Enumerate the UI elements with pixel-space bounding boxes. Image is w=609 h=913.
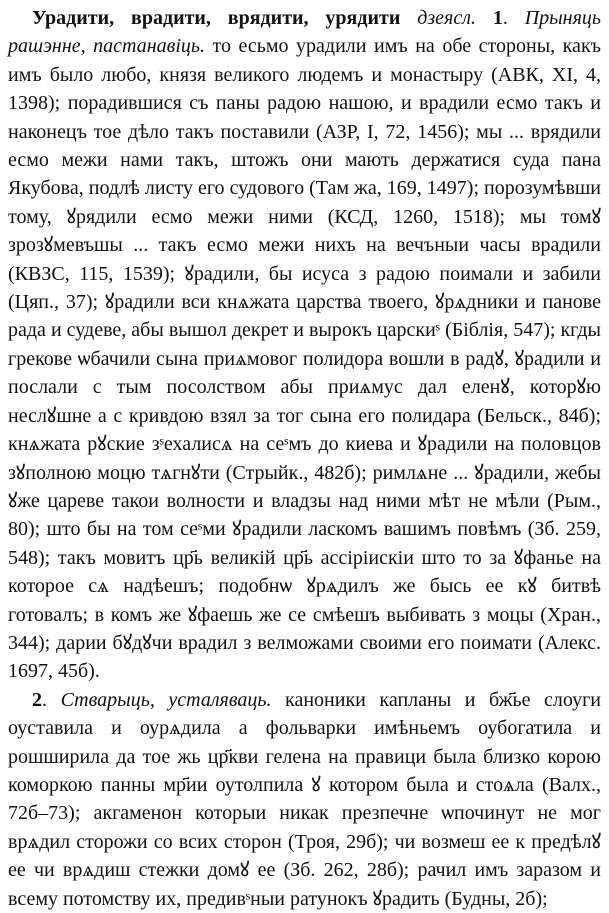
sense-number: 1 (475, 7, 503, 29)
sense-gloss: Прыняць рашэнне, пастанавіць. (8, 7, 601, 58)
sense-citations: то есьмо урадили имъ на обе стороны, какъ имъ было любо, князя великого людемъ и монастыру (АВК, XI, 4, 1398); порадившися съ паны радою нашою, и врадили есмо такъ и наконецъ тое дѣло такъ поставили (АЗР, I, 72, 1456); мы ... врядили есмо межи нами такъ, штожъ они мають держатися суда пана Якубова, подлѣ листу его судового (Там жа, 169, 1497); порозумѣвши тому, ꙋрядили есмо межи ними (КСД, 1260, 1518); мы томꙋ зрозꙋмевъшы ... такъ есмо межи нихъ на вечъныи часы врадили (КВЗС, 115, 1539); ꙋрадили, бы исуса з радою поимали и забили (Цяп., 37); ꙋрадили вси кнѧжата царства твоего, ꙋрѧдники и панове рада и судеве, абы вышол декрет и вырокъ царскиˢ (Біблія, 547); кгды грекове ѡбачили сына приѧмовог полидора вошли в радꙋ, ꙋрадили и послали с тым посолством абы приѧмус дал еленꙋ, которꙋю неслꙋшне а с кривдою взял за тог сына его полидара (Бельск., 84б); кнѧжата рꙋские зˢехалисѧ на сеˢмъ до киева и ꙋрадили на половцов зꙋполною моцю тѧгнꙋти (Стрыйк., 482б); римлѧне ... ꙋрадили, жебы ꙋже цареве такои волности и владзы над ними мѣт не мѣли (Рым., 80); што бы на том сеˢми ꙋрадили ласкомъ вашимъ повѣмъ (Зб. 259, 548); такъ мовитъ цр҃ь великій цр҃ь ассіріискіи што то за ꙋфанье на которое сѧ надѣешъ; подобнѡ ꙋрѧдилъ же бысь ее кꙋ битвѣ готовалъ; в комъ же ꙋфаешь же се смѣешъ выбивать з моцы (Хран., 344); дарии бꙋдꙋчи врадил з велможами своими его поимати (Алекс. 1697, 45б). (8, 35, 601, 683)
entry-sense-1 (8, 4, 601, 686)
entry-sense-2 (8, 686, 601, 913)
part-of-speech: дзеясл. (400, 7, 476, 29)
sense-number: 2 (32, 688, 42, 711)
headword: Урадити, врадити, врядити, урядити (32, 7, 401, 29)
sense-gloss: Стварыць, усталяваць. (60, 688, 272, 711)
sense-separator: . (502, 7, 525, 29)
sense-separator: . (42, 688, 61, 711)
sense-citations: каноники капланы и бж҃ье слоуги оуставила и оурѧдила а фольварки имѣньемъ оубогатила и рошширила да тое жь цр҃кви гелена на правици была близко корою коморкою панны мр҃ии оутолпила ꙋ котором была и стоѧла (Валх., 72б–73); акгаменон которыи никак презпечне ѡпочинут не мог врѧдил сторожи со всих сторон (Троя, 29б); чи возмеш ее к предѣлꙋ ее чи врѧдиш стежки домꙋ ее (Зб. 262, 28б); рачил имъ заразом и всему потомству их, предивˢныи ратунокъ ꙋрадить (Будны, 2б); (8, 688, 602, 910)
